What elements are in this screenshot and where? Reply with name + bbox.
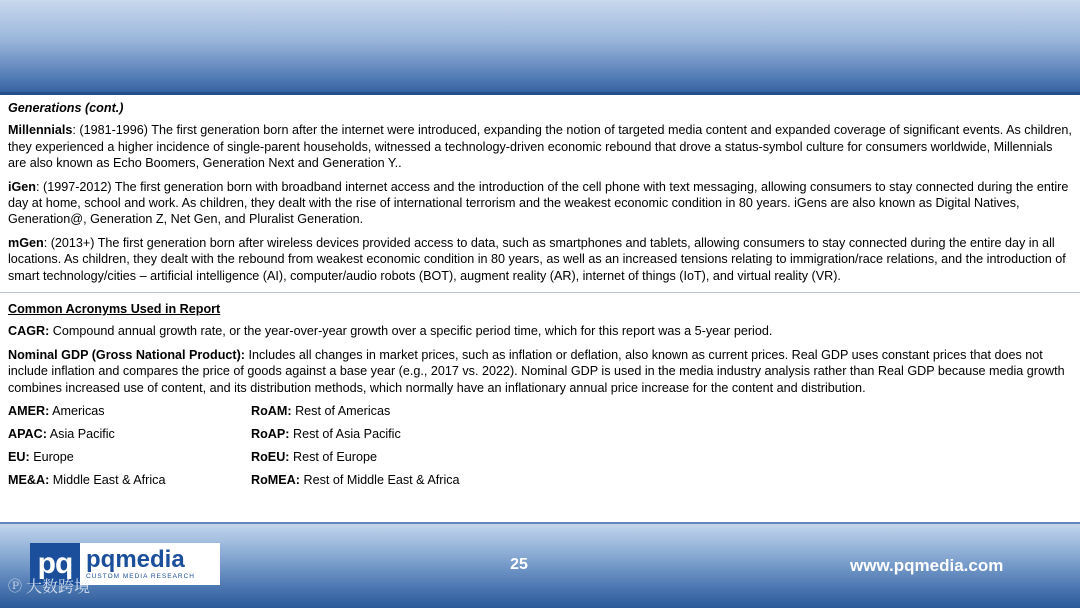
logo-name: pqmedia (86, 545, 185, 573)
definition-text: : (2013+) The first generation born after wireless devices provided access to data, such as smartphones and tablets, allowing consumers to stay connected during the entire day in all locations. As children, they dealt with the rebound from weakest economic condition in 80 years, as well as an increased tensions relating to immigration/race relations, and the introduction of smart technology/cities – artificial intelligence (AI), computer/audio robots (BOT), augment reality (AR), internet of things (IoT), and virtual reality (VR). (8, 235, 1066, 283)
definition-text: Rest of Middle East & Africa (299, 473, 460, 488)
definition-text: : (1997-2012) The first generation born with broadband internet access and the introduction of the cell phone with text messaging, allowing consumers to stay connected during the entire day at home, school and work. As children, they dealt with the rise of international terrorism and the weakest economic condition in 80 years. iGens are also known as Digital Natives, Generation@, Generation Z, Net Gen, and Pluralist Generation. (8, 179, 1069, 227)
acronyms-section (8, 301, 1074, 495)
logo-tagline: CUSTOM MEDIA RESEARCH (86, 572, 196, 580)
definition-text: Americas (49, 404, 105, 419)
definition-text: Europe (29, 450, 74, 465)
page-number: 25 (510, 556, 528, 573)
definition-text: : (1981-1996) The first generation born after the internet were introduced, expanding the notion of targeted media content and expanded coverage of significant events. As children, they experienced a higher incidence of single-parent households, witnessed a technology-driven economic rebound that drove a status-symbol culture for consumers worldwide, Millennials are also known as Echo Boomers, Generation Next and Generation Y.. (8, 123, 1072, 171)
section-divider (0, 292, 1080, 293)
header-band (0, 0, 1080, 95)
term: CAGR: (8, 324, 50, 339)
region-acronym (8, 403, 251, 419)
region-acronym (8, 426, 251, 442)
term: mGen (8, 235, 44, 250)
watermark (8, 574, 90, 597)
region-row (8, 449, 708, 472)
logo-mark: pq (30, 543, 80, 585)
region-row (8, 426, 708, 449)
definition-text: Rest of Asia Pacific (289, 427, 401, 442)
definition-text: Rest of Europe (289, 450, 377, 465)
term: AMER: (8, 404, 50, 419)
definition-text: Compound annual growth rate, or the year-over-year growth over a specific period time, which for this report was a 5-year period. (49, 324, 773, 339)
region-acronym (251, 426, 651, 442)
term: ME&A: (8, 473, 50, 488)
region-row (8, 403, 708, 426)
definition-text: Rest of Americas (291, 404, 391, 419)
acronym-nominal-gdp (8, 347, 1074, 396)
region-acronym (8, 472, 251, 488)
generations-section (8, 100, 1074, 291)
term: EU: (8, 450, 30, 465)
watermark-icon: Ⓟ (8, 577, 22, 594)
region-acronym (251, 472, 651, 488)
definition-text: Asia Pacific (46, 427, 115, 442)
logo-wordmark (80, 543, 220, 585)
website-url: www.pqmedia.com (850, 556, 1004, 575)
region-acronyms (8, 403, 708, 495)
term: Nominal GDP (Gross National Product): (8, 347, 245, 362)
section-title: Generations (cont.) (8, 101, 124, 115)
acronyms-title: Common Acronyms Used in Report (8, 302, 221, 316)
definition-igen (8, 179, 1074, 228)
definition-text: Includes all changes in market prices, such as inflation or deflation, also known as current prices. Real GDP uses constant prices that does not include inflation and compares the price of goods against a base year (e.g., 2017 vs. 2022). Nominal GDP is used in the media industry analysis rather than Real GDP because media growth combines increased use of content, and its distribution methods, which normally have an inflationary annual price increase for the content and distribution. (8, 347, 1065, 395)
term: RoAP: (251, 427, 290, 442)
term: RoMEA: (251, 473, 300, 488)
definition-millennials (8, 122, 1074, 171)
term: RoAM: (251, 404, 292, 419)
definition-mgen (8, 235, 1074, 284)
region-acronym (251, 449, 651, 465)
region-acronym (251, 403, 651, 419)
term: iGen (8, 179, 36, 194)
term: Millennials (8, 123, 73, 138)
region-acronym (8, 449, 251, 465)
term: APAC: (8, 427, 47, 442)
region-row (8, 472, 708, 495)
acronym-cagr (8, 323, 1074, 339)
term: RoEU: (251, 450, 290, 465)
watermark-text: 大数跨境 (26, 579, 91, 596)
definition-text: Middle East & Africa (49, 473, 166, 488)
